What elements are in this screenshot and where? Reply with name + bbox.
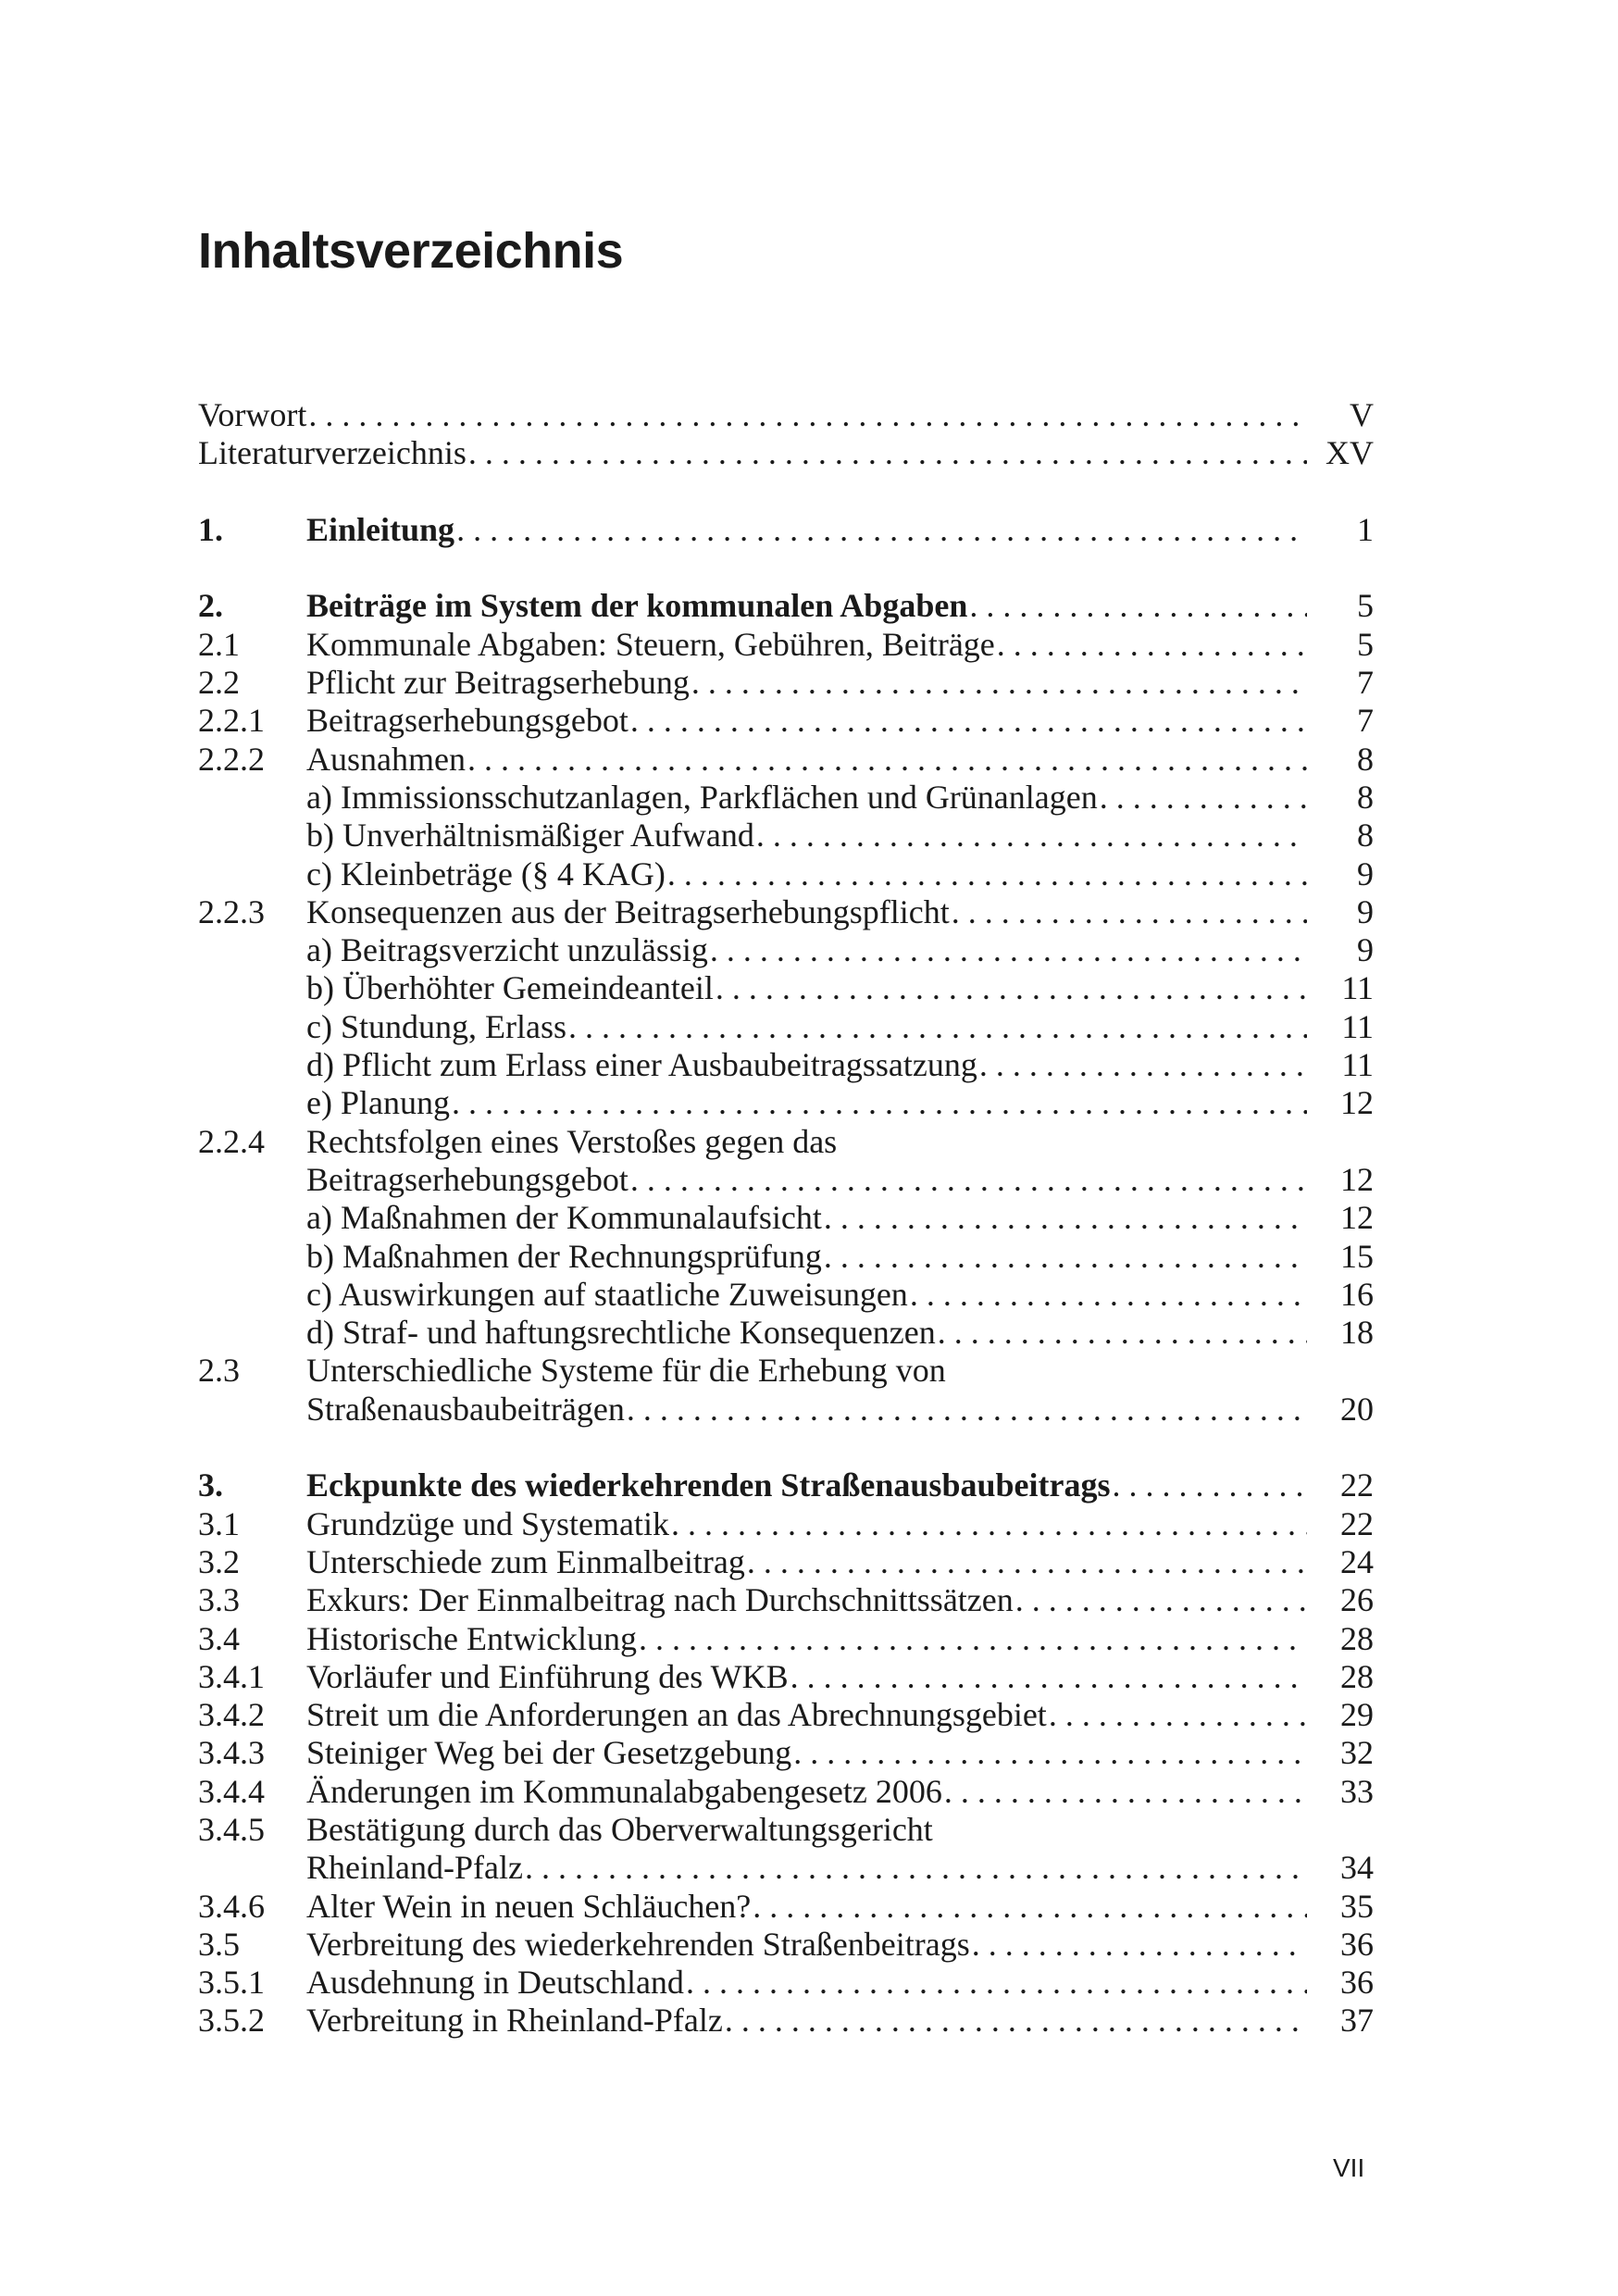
toc-row[interactable] (198, 817, 1374, 855)
toc-row[interactable] (198, 1964, 1374, 2002)
toc-entry-text (306, 1658, 1307, 1696)
toc-entry-title: b) Unverhältnismäßiger Aufwand (306, 817, 754, 855)
toc-entry-title: Beitragserhebungsgebot (306, 1160, 629, 1198)
toc-entry-title: Unterschiede zum Einmalbeitrag (306, 1542, 745, 1580)
toc-row[interactable] (198, 969, 1374, 1007)
dot-leader (671, 1505, 1307, 1543)
toc-entry-number: 3.4.2 (198, 1696, 265, 1734)
toc-row[interactable] (198, 626, 1374, 664)
toc-row[interactable] (198, 855, 1374, 893)
toc-entry-title: Literaturverzeichnis (198, 434, 467, 472)
toc-entry-page: 33 (1340, 1772, 1374, 1810)
toc-entry-page: 12 (1340, 1084, 1374, 1122)
toc-entry-page: 12 (1340, 1199, 1374, 1237)
toc-entry-number: 3.4.4 (198, 1772, 265, 1810)
toc-entry-number: 3.2 (198, 1542, 240, 1580)
toc-entry-page: 7 (1357, 702, 1374, 740)
toc-entry-text (306, 664, 1307, 702)
dot-leader (452, 1084, 1307, 1122)
toc-entry-text (306, 511, 1307, 549)
toc-entry-number: 3.4.5 (198, 1810, 265, 1848)
toc-entry-number: 2.2.1 (198, 702, 265, 740)
toc-entry-page: 5 (1357, 587, 1374, 625)
toc-entry-text (306, 817, 1307, 855)
dot-leader (969, 587, 1307, 625)
dot-leader (725, 2002, 1307, 2040)
toc-row[interactable] (198, 1391, 1374, 1429)
toc-entry-number: 2.2.3 (198, 892, 265, 930)
toc-entry-text (306, 1926, 1307, 1964)
toc-entry-title: Änderungen im Kommunalabgabengesetz 2006 (306, 1772, 942, 1810)
toc-row[interactable] (198, 1849, 1374, 1887)
toc-entry-title: Kommunale Abgaben: Steuern, Gebühren, Beiträge (306, 625, 995, 663)
toc-entry-text (306, 2002, 1307, 2040)
toc-entry-page: 8 (1357, 778, 1374, 816)
toc-entry-title: Grundzüge und Systematik (306, 1504, 669, 1542)
toc-entry-page: 26 (1340, 1581, 1374, 1619)
dot-leader (308, 396, 1307, 434)
toc-entry-text (306, 1964, 1307, 2002)
table-of-contents (198, 396, 1374, 2040)
toc-entry-title: Rechtsfolgen eines Verstoßes gegen das (306, 1122, 838, 1160)
toc-entry-title: e) Planung (306, 1084, 450, 1122)
toc-entry-page: XV (1326, 434, 1374, 472)
toc-entry-page: 35 (1340, 1887, 1374, 1925)
toc-entry-page: 8 (1357, 740, 1374, 778)
toc-row[interactable] (198, 1123, 1374, 1161)
toc-row[interactable] (198, 1046, 1374, 1084)
toc-entry-page: 37 (1340, 2002, 1374, 2040)
toc-entry-text (306, 1620, 1307, 1658)
dot-leader (525, 1849, 1307, 1887)
toc-chapter-row[interactable] (198, 587, 1374, 625)
toc-entry-title: Verbreitung des wiederkehrenden Straßenbeitrags (306, 1925, 970, 1963)
toc-entry-title: a) Immissionsschutzanlagen, Parkflächen und Grünanlagen (306, 778, 1098, 816)
toc-entry-page: 28 (1340, 1657, 1374, 1695)
toc-entry-number: 3.4.6 (198, 1887, 265, 1925)
toc-entry-text (306, 1084, 1307, 1122)
toc-entry-number: 2.1 (198, 625, 240, 663)
dot-leader (686, 1964, 1307, 2002)
dot-leader (944, 1773, 1307, 1811)
toc-entry-title: Eckpunkte des wiederkehrenden Straßenausbaubeitrags (306, 1466, 1111, 1504)
toc-entry-page: 8 (1357, 817, 1374, 855)
toc-entry-page: 5 (1357, 625, 1374, 663)
toc-entry-text (306, 1238, 1307, 1276)
toc-entry-text (306, 855, 1307, 893)
toc-entry-text (306, 1123, 1307, 1161)
toc-entry-page: 11 (1341, 1046, 1374, 1084)
toc-entry-page: 1 (1357, 510, 1374, 548)
toc-entry-title: Verbreitung in Rheinland-Pfalz (306, 2002, 723, 2040)
toc-entry-page: 12 (1340, 1160, 1374, 1198)
toc-entry-text (306, 1314, 1307, 1352)
toc-entry-title: c) Auswirkungen auf staatliche Zuweisungen (306, 1275, 908, 1313)
dot-leader (756, 817, 1307, 855)
toc-entry-page: 11 (1341, 1007, 1374, 1045)
toc-row[interactable] (198, 1543, 1374, 1581)
toc-entry-page: 22 (1340, 1466, 1374, 1504)
toc-row[interactable] (198, 893, 1374, 931)
toc-entry-page: V (1350, 396, 1374, 433)
toc-entry-text (306, 893, 1307, 931)
section-spacer (198, 473, 1374, 511)
toc-entry-title: Exkurs: Der Einmalbeitrag nach Durchschnittssätzen (306, 1581, 1014, 1619)
toc-row[interactable] (198, 1238, 1374, 1276)
toc-entry-text (306, 1888, 1307, 1926)
toc-row[interactable] (198, 1276, 1374, 1314)
toc-entry-page: 9 (1357, 892, 1374, 930)
toc-entry-number: 3.5 (198, 1925, 240, 1963)
toc-entry-number: 2.2 (198, 664, 240, 702)
toc-entry-page: 36 (1340, 1964, 1374, 2002)
toc-entry-title: Alter Wein in neuen Schläuchen? (306, 1887, 752, 1925)
dot-leader (824, 1199, 1307, 1237)
dot-leader (1112, 1466, 1307, 1504)
toc-entry-number: 2.3 (198, 1352, 240, 1390)
toc-entry-text (306, 1773, 1307, 1811)
toc-entry-text (306, 587, 1307, 625)
toc-entry-title: Einleitung (306, 510, 455, 548)
toc-row[interactable] (198, 434, 1374, 472)
dot-leader (979, 1046, 1307, 1084)
toc-entry-text (306, 1391, 1307, 1429)
dot-leader (1049, 1696, 1307, 1734)
toc-entry-title: d) Pflicht zum Erlass einer Ausbaubeitragssatzung (306, 1046, 977, 1084)
toc-row[interactable] (198, 1734, 1374, 1772)
toc-entry-title: Vorläufer und Einführung des WKB (306, 1657, 789, 1695)
toc-chapter-row[interactable] (198, 1466, 1374, 1504)
toc-heading: Inhaltsverzeichnis (198, 223, 624, 279)
toc-row[interactable] (198, 2002, 1374, 2040)
toc-entry-text (306, 1543, 1307, 1581)
toc-entry-text (306, 1161, 1307, 1199)
toc-entry-title: Beiträge im System der kommunalen Abgaben (306, 587, 968, 625)
toc-row[interactable] (198, 1581, 1374, 1619)
toc-entry-text (306, 1199, 1307, 1237)
toc-entry-page: 20 (1340, 1390, 1374, 1428)
toc-entry-page: 18 (1340, 1314, 1374, 1352)
toc-entry-text (306, 1849, 1307, 1887)
toc-row[interactable] (198, 1084, 1374, 1122)
toc-entry-text (306, 1276, 1307, 1314)
dot-leader (667, 855, 1307, 893)
toc-entry-page: 15 (1340, 1237, 1374, 1275)
toc-row[interactable] (198, 1161, 1374, 1199)
toc-entry-number: 3.4 (198, 1619, 240, 1657)
toc-entry-number: 3.5.2 (198, 2002, 265, 2040)
toc-entry-page: 9 (1357, 931, 1374, 969)
toc-entry-title: Historische Entwicklung (306, 1619, 637, 1657)
toc-row[interactable] (198, 396, 1374, 434)
dot-leader (627, 1391, 1307, 1429)
toc-entry-number: 3. (198, 1466, 223, 1504)
toc-entry-title: d) Straf- und haftungsrechtliche Konsequenzen (306, 1314, 936, 1352)
toc-entry-title: Steiniger Weg bei der Gesetzgebung (306, 1734, 792, 1772)
toc-entry-number: 3.1 (198, 1504, 240, 1542)
dot-leader (568, 1008, 1307, 1046)
toc-entry-title: Unterschiedliche Systeme für die Erhebung von (306, 1352, 946, 1390)
toc-entry-number: 3.3 (198, 1581, 240, 1619)
toc-entry-page: 28 (1340, 1619, 1374, 1657)
toc-entry-page: 16 (1340, 1275, 1374, 1313)
toc-row[interactable] (198, 931, 1374, 969)
dot-leader (972, 1926, 1307, 1964)
toc-entry-number: 2. (198, 587, 223, 625)
dot-leader (456, 511, 1307, 549)
dot-leader (910, 1276, 1307, 1314)
toc-entry-page: 32 (1340, 1734, 1374, 1772)
page-number: VII (1333, 2153, 1365, 2182)
toc-entry-number: 3.5.1 (198, 1964, 265, 2002)
toc-row[interactable] (198, 1696, 1374, 1734)
toc-entry-text (306, 1046, 1307, 1084)
dot-leader (790, 1658, 1307, 1696)
toc-row[interactable] (198, 1008, 1374, 1046)
toc-row[interactable] (198, 702, 1374, 740)
toc-entry-text (306, 626, 1307, 664)
toc-row[interactable] (198, 1926, 1374, 1964)
toc-row[interactable] (198, 1658, 1374, 1696)
toc-entry-text (306, 1696, 1307, 1734)
dot-leader (630, 702, 1307, 740)
toc-entry-text (306, 931, 1307, 969)
toc-entry-text (306, 1466, 1307, 1504)
toc-entry-title: c) Stundung, Erlass (306, 1007, 566, 1045)
toc-entry-number: 3.4.1 (198, 1657, 265, 1695)
toc-entry-number: 2.2.2 (198, 740, 265, 778)
toc-entry-text (306, 969, 1307, 1007)
toc-entry-page: 24 (1340, 1542, 1374, 1580)
toc-entry-page: 11 (1341, 969, 1374, 1007)
toc-entry-text (306, 1811, 1307, 1849)
toc-entry-text (306, 1581, 1307, 1619)
toc-row[interactable] (198, 1352, 1374, 1390)
toc-entry-title: a) Beitragsverzicht unzulässig (306, 931, 708, 969)
toc-row[interactable] (198, 779, 1374, 817)
dot-leader (997, 626, 1307, 664)
toc-row[interactable] (198, 1773, 1374, 1811)
toc-entry-text (198, 396, 1307, 434)
dot-leader (793, 1734, 1307, 1772)
toc-entry-text (306, 779, 1307, 817)
toc-chapter-row[interactable] (198, 511, 1374, 549)
toc-entry-title: Straßenausbaubeiträgen (306, 1390, 625, 1428)
toc-entry-text (306, 741, 1307, 779)
toc-entry-text (306, 1505, 1307, 1543)
dot-leader (691, 664, 1307, 702)
dot-leader (710, 931, 1307, 969)
dot-leader (753, 1888, 1307, 1926)
toc-entry-title: Bestätigung durch das Oberverwaltungsgericht (306, 1810, 933, 1848)
dot-leader (824, 1238, 1307, 1276)
toc-entry-text (306, 1352, 1307, 1390)
dot-leader (952, 893, 1307, 931)
toc-entry-page: 29 (1340, 1696, 1374, 1734)
toc-row[interactable] (198, 1888, 1374, 1926)
section-spacer (198, 549, 1374, 587)
dot-leader (716, 969, 1307, 1007)
toc-entry-title: Pflicht zur Beitragserhebung (306, 664, 690, 702)
toc-entry-text (198, 434, 1307, 472)
toc-entry-title: Ausdehnung in Deutschland (306, 1964, 684, 2002)
section-spacer (198, 1429, 1374, 1466)
toc-entry-title: b) Maßnahmen der Rechnungsprüfung (306, 1237, 822, 1275)
toc-entry-title: Rheinland-Pfalz (306, 1849, 523, 1887)
toc-entry-title: a) Maßnahmen der Kommunalaufsicht (306, 1199, 822, 1237)
toc-row[interactable] (198, 1505, 1374, 1543)
toc-entry-text (306, 1008, 1307, 1046)
dot-leader (747, 1543, 1307, 1581)
toc-row[interactable] (198, 1620, 1374, 1658)
toc-entry-title: b) Überhöhter Gemeindeanteil (306, 969, 714, 1007)
toc-entry-title: Konsequenzen aus der Beitragserhebungspflicht (306, 892, 950, 930)
toc-row[interactable] (198, 741, 1374, 779)
dot-leader (1100, 779, 1307, 817)
toc-row[interactable] (198, 1199, 1374, 1237)
dot-leader (467, 741, 1307, 779)
toc-entry-text (306, 1734, 1307, 1772)
toc-entry-number: 3.4.3 (198, 1734, 265, 1772)
dot-leader (938, 1314, 1307, 1352)
toc-entry-page: 9 (1357, 855, 1374, 892)
toc-entry-page: 22 (1340, 1504, 1374, 1542)
toc-entry-title: c) Kleinbeträge (§ 4 KAG) (306, 855, 666, 892)
dot-leader (468, 434, 1307, 472)
toc-entry-title: Ausnahmen (306, 740, 466, 778)
toc-entry-number: 2.2.4 (198, 1122, 265, 1160)
toc-row[interactable] (198, 1314, 1374, 1352)
toc-entry-title: Streit um die Anforderungen an das Abrechnungsgebiet (306, 1696, 1047, 1734)
toc-entry-title: Vorwort (198, 396, 307, 433)
toc-entry-page: 34 (1340, 1849, 1374, 1887)
toc-entry-text (306, 702, 1307, 740)
toc-entry-page: 7 (1357, 664, 1374, 702)
toc-entry-number: 1. (198, 510, 223, 548)
dot-leader (630, 1161, 1307, 1199)
toc-entry-title: Beitragserhebungsgebot (306, 702, 629, 740)
dot-leader (1015, 1581, 1307, 1619)
toc-entry-page: 36 (1340, 1925, 1374, 1963)
dot-leader (639, 1620, 1307, 1658)
toc-row[interactable] (198, 1811, 1374, 1849)
toc-row[interactable] (198, 664, 1374, 702)
